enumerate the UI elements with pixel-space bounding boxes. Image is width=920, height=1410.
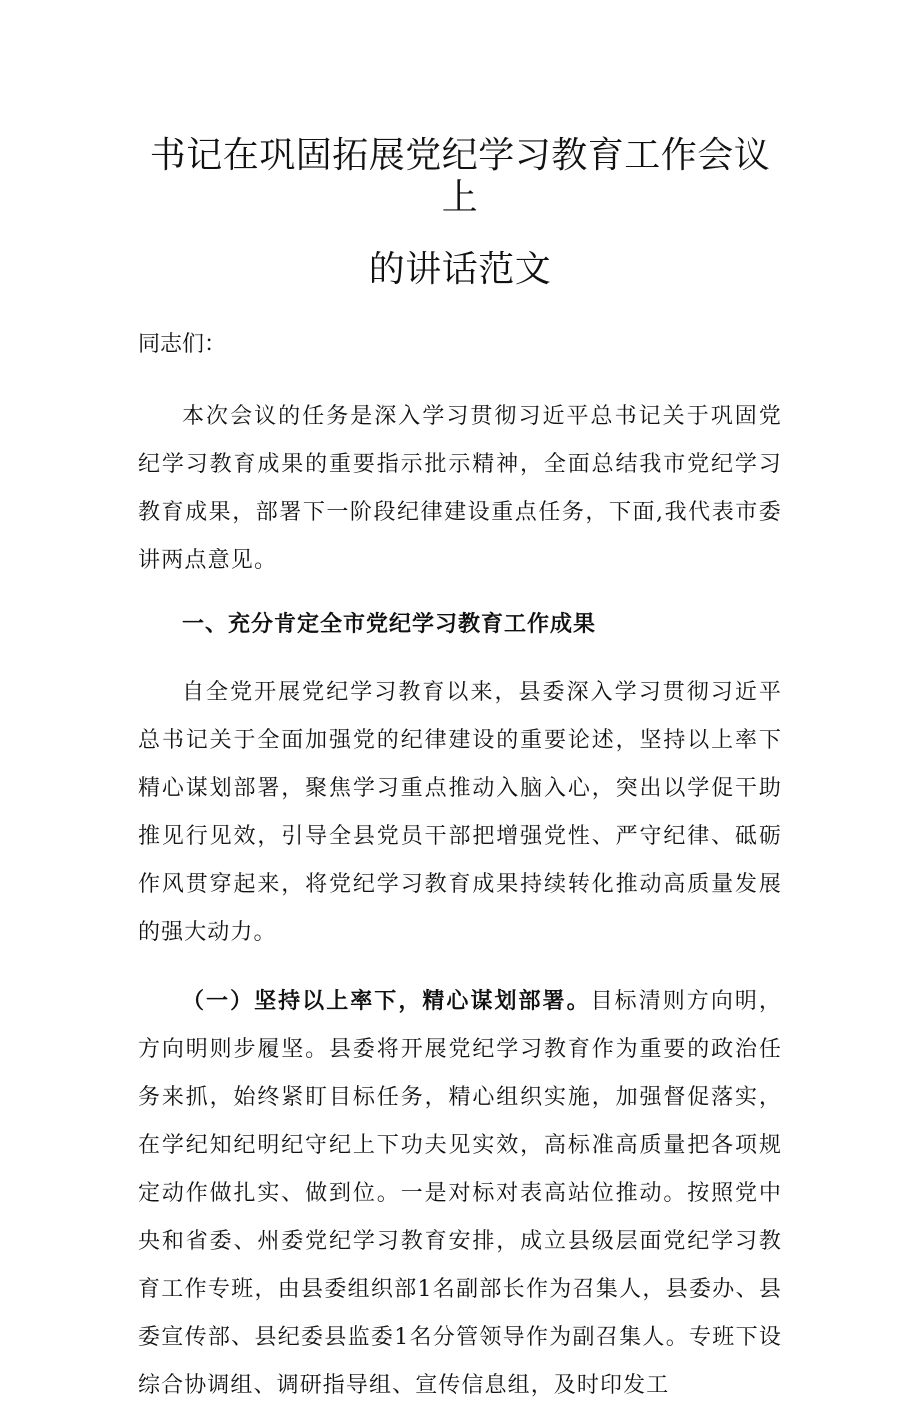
subsection-1-lead: （一）坚持以上率下，精心谋划部署。 (182, 988, 591, 1014)
subsection-1-text: 目标清则方向明，方向明则步履坚。县委将开展党纪学习教育作为重要的政治任务来抓，始终紧盯目标任务，精心组织实施，加强督促落实，在学纪知纪明纪守纪上下功夫见实效，高标准高质量把各项规定动作做扎实、做到位。一是对标对表高站位推动。按照党中央和省委、州委党纪学习教育安排，成立县级层面党纪学习教育工作专班，由县委组织部1名副部长作为召集人，县委办、县委宣传部、县纪委县监委1名分管领导作为副召集人。专班下设综合协调组、调研指导组、宣传信息组，及时印发工 (138, 989, 782, 1398)
section-1-paragraph: 自全党开展党纪学习教育以来，县委深入学习贯彻习近平总书记关于全面加强党的纪律建设的重要论述，坚持以上率下精心谋划部署，聚焦学习重点推动入脑入心，突出以学促干助推见行见效，引导全县党员干部把增强党性、严守纪律、砥砺作风贯穿起来，将党纪学习教育成果持续转化推动高质量发展的强大动力。 (138, 680, 782, 945)
section-heading-1: 一、充分肯定全市党纪学习教育工作成果 (182, 612, 597, 637)
document-title-line-2: 的讲话范文 (368, 249, 552, 290)
intro-paragraph: 本次会议的任务是深入学习贯彻习近平总书记关于巩固党纪学习教育成果的重要指示批示精神，全面总结我市党纪学习教育成果，部署下一阶段纪律建设重点任务，下面,我代表市委讲两点意见。 (138, 404, 782, 573)
salutation: 同志们： (138, 332, 227, 357)
document-title-line-1: 书记在巩固拓展党纪学习教育工作会议上 (149, 135, 771, 218)
subsection-1-paragraph (138, 977, 782, 1410)
